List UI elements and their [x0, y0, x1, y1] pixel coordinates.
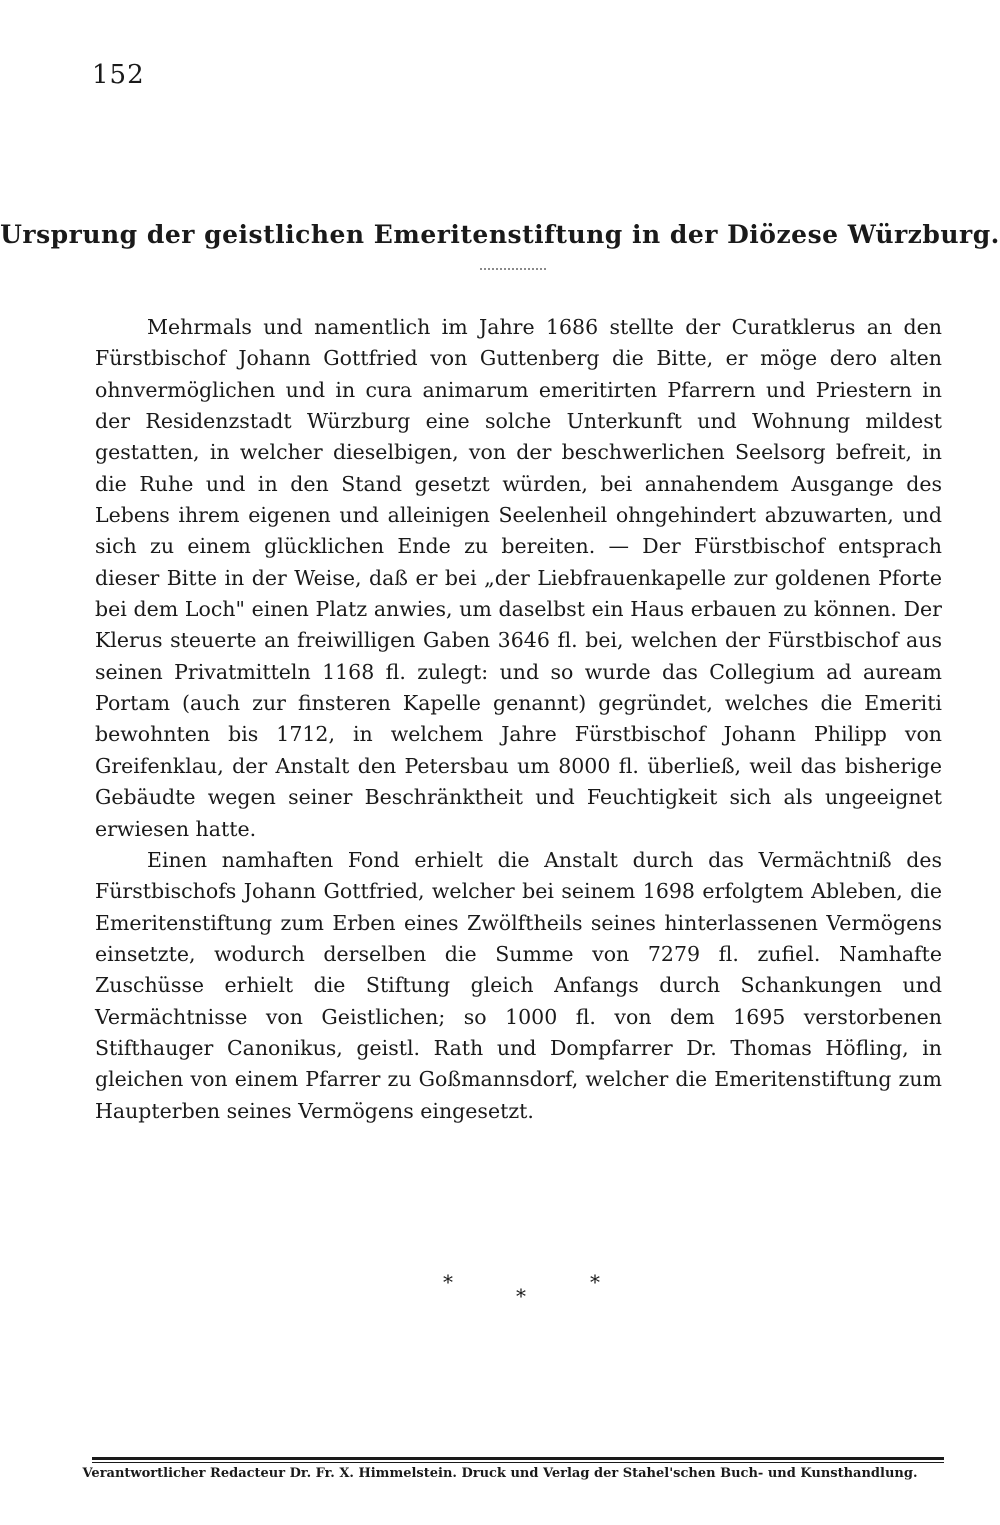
- asterisk-center: *: [516, 1284, 526, 1308]
- section-end-asterisks: [0, 1266, 1000, 1306]
- asterisk-right: *: [590, 1270, 600, 1294]
- title-ornament: [480, 268, 546, 270]
- article-body: [95, 312, 942, 1127]
- paragraph-2: Einen namhaften Fond erhielt die Anstalt durch das Vermächtniß des Fürstbischofs Johann Gottfried, welcher bei seinem 1698 erfolgtem Ableben, die Emeritenstiftung zum Erben eines Zwölftheils seines hinterlassenen Vermögens einsetzte, wodurch derselben die Summe von 7279 fl. zufiel. Namhafte Zuschüsse erhielt die Stiftung gleich Anfangs durch Schankungen und Vermächtnisse von Geistlichen; so 1000 fl. von dem 1695 verstorbenen Stifthauger Canonikus, geistl. Rath und Dompfarrer Dr. Thomas Höfling, in gleichen von einem Pfarrer zu Goßmannsdorf, welcher die Emeritenstiftung zum Haupterben seines Vermögens eingesetzt.: [95, 847, 942, 1123]
- footer-rule-thick: [92, 1457, 944, 1460]
- article-title: Ursprung der geistlichen Emeritenstiftung in der Diözese Würzburg.: [0, 219, 1000, 249]
- paragraph-1: Mehrmals und namentlich im Jahre 1686 stellte der Curatklerus an den Fürstbischof Johann Gottfried von Guttenberg die Bitte, er möge dero alten ohnvermöglichen und in cura animarum emeritirten Pfarrern und Priestern in der Residenzstadt Würzburg eine solche Unterkunft und Wohnung mildest gestatten, in welcher dieselbigen, von der beschwerlichen Seelsorg befreit, in die Ruhe und in den Stand gesetzt würden, bei annahendem Ausgange des Lebens ihrem eigenen und alleinigen Seelenheil ohngehindert abzuwarten, und sich zu einem glücklichen Ende zu bereiten. — Der Fürstbischof entsprach dieser Bitte in der Weise, daß er bei „der Liebfrauenkapelle zur goldenen Pforte bei dem Loch" einen Platz anwies, um daselbst ein Haus erbauen zu können. Der Klerus steuerte an freiwilligen Gaben 3646 fl. bei, welchen der Fürstbischof aus seinen Privatmitteln 1168 fl. zulegt: und so wurde das Collegium ad auream Portam (auch zur finsteren Kapelle genannt) gegründet, welches die Emeriti bewohnten bis 1712, in welchem Jahre Fürstbischof Johann Philipp von Greifenklau, der Anstalt den Petersbau um 8000 fl. überließ, weil das bisherige Gebäudte wegen seiner Beschränktheit und Feuchtigkeit sich als ungeeignet erwiesen hatte.: [95, 315, 942, 841]
- imprint-footer: Verantwortlicher Redacteur Dr. Fr. X. Himmelstein. Druck und Verlag der Stahel'schen Buch- und Kunsthandlung.: [82, 1466, 918, 1481]
- asterisk-left: *: [443, 1270, 453, 1294]
- footer-rule-thin: [92, 1462, 944, 1463]
- page-number: 152: [92, 60, 145, 90]
